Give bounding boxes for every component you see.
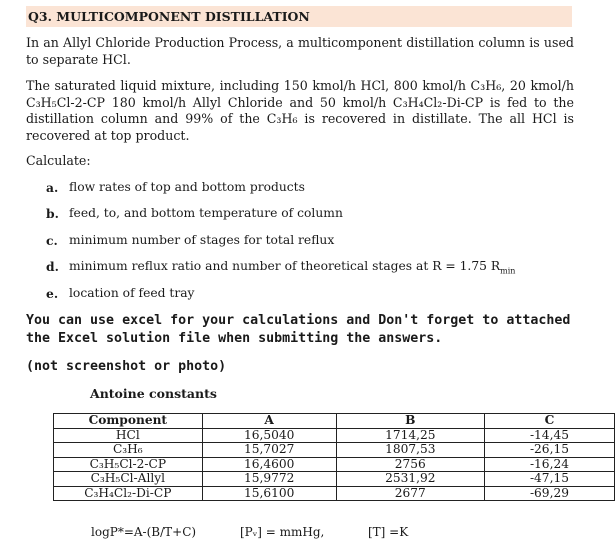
table-row — [54, 486, 615, 501]
table-header-row — [54, 414, 615, 429]
cell: C₃H₅Cl-2-CP — [54, 457, 203, 472]
cell: 16,4600 — [202, 457, 336, 472]
description-paragraph: The saturated liquid mixture, including 150 kmol/h HCl, 800 kmol/h C₃H₆, 20 kmol/h C₃H₅Cl-2-CP 180 kmol/h Allyl Chloride and 50 kmol/h C₃H₄Cl₂-Di-CP is fed to the distillation column and 99% of the C₃H₆ is recovered in distillate. The all HCl is recovered at top product. — [26, 78, 574, 143]
cell: 1807,53 — [336, 443, 484, 458]
task-letter: a. — [46, 180, 59, 195]
question-title: Q3. MULTICOMPONENT DISTILLATION — [26, 6, 572, 27]
task-text: feed, to, and bottom temperature of column — [69, 206, 343, 221]
table-row — [54, 472, 615, 487]
cell: HCl — [54, 428, 203, 443]
table-row — [54, 428, 615, 443]
cell: C₃H₅Cl-Allyl — [54, 472, 203, 487]
header-component: Component — [54, 414, 203, 429]
antoine-equation: logP*=A-(B/T+C) — [91, 525, 197, 539]
task-letter: b. — [46, 206, 59, 222]
task-letter: c. — [46, 232, 58, 248]
excel-note: You can use excel for your calculations and Don't forget to attached the Excel solution file when submitting the answers. — [26, 313, 571, 346]
header-a: A — [202, 414, 336, 429]
table-row — [54, 443, 615, 458]
task-text-wrap — [69, 259, 515, 275]
task-item — [46, 259, 515, 285]
task-item — [46, 206, 515, 232]
task-item — [46, 233, 515, 259]
antoine-title: Antoine constants — [90, 386, 217, 401]
task-list — [46, 180, 515, 312]
cell: 15,6100 — [202, 486, 336, 501]
task-text: minimum number of stages for total reflux — [69, 232, 335, 247]
pressure-unit: [Pᵥ] = mmHg, — [240, 525, 325, 539]
cell: -26,15 — [484, 443, 614, 458]
intro-paragraph: In an Allyl Chloride Production Process, a multicomponent distillation column is used to separate HCl. — [26, 35, 574, 67]
calculate-label: Calculate: — [26, 153, 91, 168]
cell: -47,15 — [484, 472, 614, 487]
cell: -14,45 — [484, 428, 614, 443]
cell: 15,7027 — [202, 443, 336, 458]
task-subscript: min — [500, 266, 516, 276]
header-c: C — [484, 414, 614, 429]
task-item — [46, 180, 515, 206]
cell: 2677 — [336, 486, 484, 501]
cell: -16,24 — [484, 457, 614, 472]
cell: 2531,92 — [336, 472, 484, 487]
task-letter: e. — [46, 285, 59, 301]
cell: C₃H₆ — [54, 443, 203, 458]
cell: 16,5040 — [202, 428, 336, 443]
task-text: location of feed tray — [69, 285, 195, 300]
cell: C₃H₄Cl₂-Di-CP — [54, 486, 203, 501]
cell: 1714,25 — [336, 428, 484, 443]
antoine-table — [53, 413, 615, 501]
cell: -69,29 — [484, 486, 614, 501]
cell: 2756 — [336, 457, 484, 472]
task-text: minimum reflux ratio and number of theoretical stages at R = 1.75 R — [69, 259, 501, 274]
temperature-unit: [T] =K — [368, 525, 409, 539]
task-letter: d. — [46, 259, 59, 275]
task-text: flow rates of top and bottom products — [69, 180, 305, 194]
header-b: B — [336, 414, 484, 429]
cell: 15,9772 — [202, 472, 336, 487]
screenshot-note: (not screenshot or photo) — [26, 359, 227, 374]
task-item — [46, 286, 515, 312]
table-row — [54, 457, 615, 472]
